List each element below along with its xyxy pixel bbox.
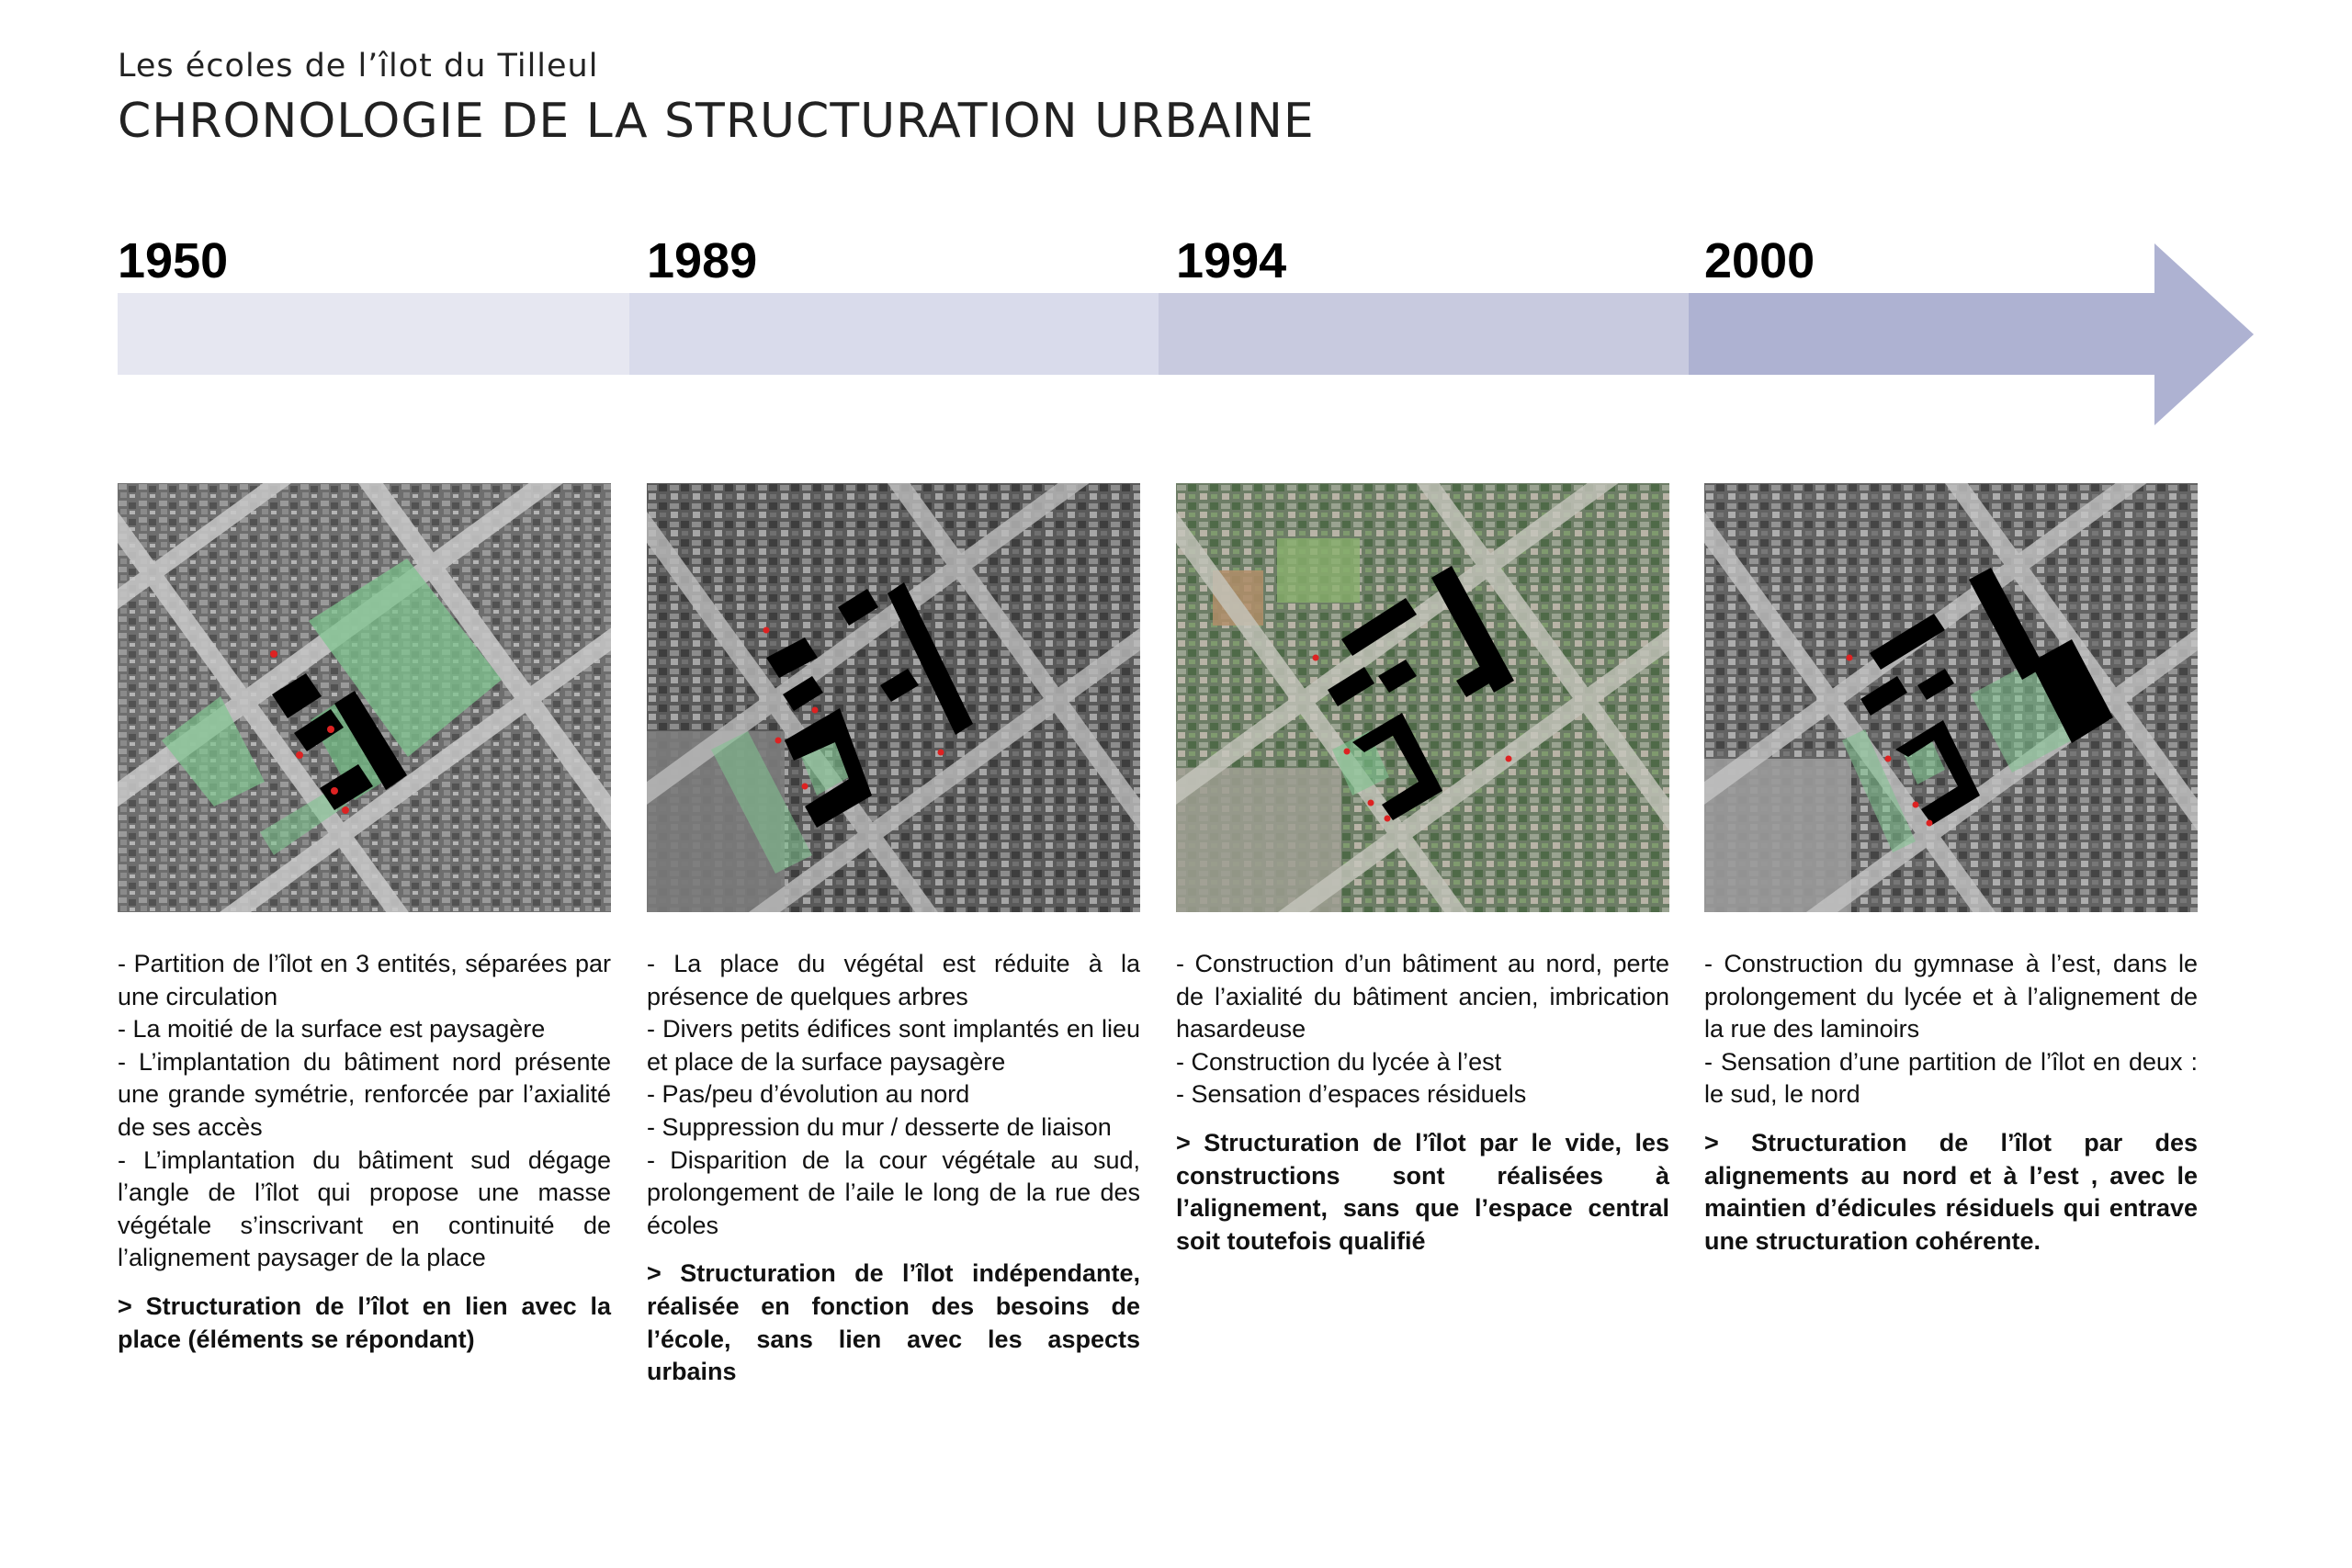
bullet-item: - Construction d’un bâtiment au nord, perte de l’axialité du bâtiment ancien, imbrication hasardeuse: [1176, 950, 1669, 1043]
year-1989: 1989: [647, 233, 758, 288]
bullet-item: - Divers petits édifices sont implantés en lieu et place de la surface paysagère: [647, 1015, 1140, 1076]
year-2000: 2000: [1704, 233, 1815, 288]
year-1994: 1994: [1176, 233, 1287, 288]
aerial-map-2000: [1704, 483, 2198, 912]
description-2000: [1704, 948, 2198, 1282]
description-1994: [1176, 948, 1669, 1282]
bullet-item: - Partition de l’îlot en 3 entités, séparées par une circulation: [118, 950, 611, 1010]
description-1989: [647, 948, 1140, 1414]
bullet-item: - Construction du gymnase à l’est, dans le prolongement du lycée et à l’alignement de la rue des laminoirs: [1704, 950, 2198, 1043]
bullet-item: - Sensation d’espaces résiduels: [1176, 1080, 1527, 1109]
timeline-segment-1994: [1159, 293, 1689, 375]
bullet-item: - L’implantation du bâtiment nord présente une grande symétrie, renforcée par l’axialité de ses accès: [118, 1047, 611, 1141]
timeline-segment-1950: [118, 293, 629, 375]
bullet-item: - La moitié de la surface est paysagère: [118, 1015, 546, 1043]
timeline-segment-1989: [629, 293, 1159, 375]
conclusion: > Structuration de l’îlot en lien avec la place (éléments se répondant): [118, 1292, 611, 1353]
description-1950: [118, 948, 611, 1381]
bullet-item: - Construction du lycée à l’est: [1176, 1047, 1502, 1076]
conclusion: > Structuration de l’îlot par des alignements au nord et à l’est , avec le maintien d’édicules résiduels qui entrave une structuration cohérente.: [1704, 1128, 2198, 1255]
bullet-item: - Pas/peu d’évolution au nord: [647, 1080, 970, 1109]
aerial-map-1989: [647, 483, 1140, 912]
page-title: CHRONOLOGIE DE LA STRUCTURATION URBAINE: [118, 94, 1315, 149]
timeline-segment-2000: [1689, 293, 2157, 375]
aerial-map-1950: [118, 483, 611, 912]
subtitle: Les écoles de l’îlot du Tilleul: [118, 48, 599, 85]
bullet-item: - Disparition de la cour végétale au sud, prolongement de l’aile le long de la rue des écoles: [647, 1145, 1140, 1239]
bullet-item: - L’implantation du bâtiment sud dégage l’angle de l’îlot qui propose une masse végétale s’inscrivant en continuité de l’alignement paysager de la place: [118, 1145, 611, 1272]
bullet-item: - Suppression du mur / desserte de liaison: [647, 1112, 1112, 1141]
conclusion: > Structuration de l’îlot indépendante, réalisée en fonction des besoins de l’école, sans lien avec les aspects urbains: [647, 1259, 1140, 1386]
timeline-arrow-head: [2154, 243, 2254, 425]
aerial-map-1994: [1176, 483, 1669, 912]
year-1950: 1950: [118, 233, 229, 288]
bullet-item: - Sensation d’une partition de l’îlot en deux : le sud, le nord: [1704, 1047, 2198, 1109]
bullet-item: - La place du végétal est réduite à la présence de quelques arbres: [647, 950, 1140, 1010]
conclusion: > Structuration de l’îlot par le vide, les constructions sont réalisées à l’alignement, sans que l’espace central soit toutefois qualifié: [1176, 1128, 1669, 1255]
